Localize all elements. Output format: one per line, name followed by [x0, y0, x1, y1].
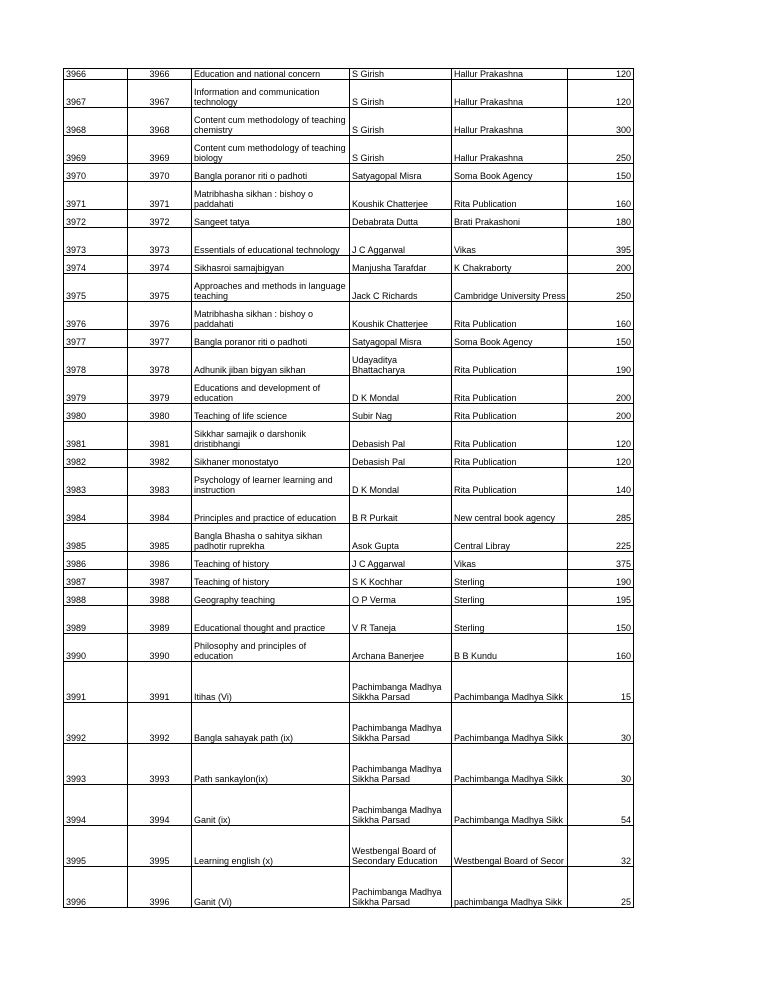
- accession-cell: 3978: [128, 348, 192, 376]
- title-cell: Sangeet tatya: [192, 210, 350, 228]
- serial-cell: 3987: [64, 570, 128, 588]
- publisher-cell: Brati Prakashoni: [452, 210, 568, 228]
- author-cell: Debabrata Dutta: [350, 210, 452, 228]
- title-cell: Educational thought and practice: [192, 606, 350, 634]
- table-row: [64, 228, 634, 256]
- title-cell: Ganit (Vi): [192, 867, 350, 908]
- author-cell: Debasish Pal: [350, 422, 452, 450]
- table-row: [64, 108, 634, 136]
- table-row: [64, 468, 634, 496]
- author-cell: O P Verma: [350, 588, 452, 606]
- title-cell: Content cum methodology of teaching chemistry: [192, 108, 350, 136]
- publisher-cell: Cambridge University Press: [452, 274, 568, 302]
- accession-cell: 3971: [128, 182, 192, 210]
- serial-cell: 3966: [64, 69, 128, 80]
- accession-cell: 3974: [128, 256, 192, 274]
- title-cell: Educations and development of education: [192, 376, 350, 404]
- publisher-cell: Hallur Prakashna: [452, 80, 568, 108]
- publisher-cell: Central Libray: [452, 524, 568, 552]
- accession-cell: 3980: [128, 404, 192, 422]
- accession-cell: 3984: [128, 496, 192, 524]
- publisher-cell: Pachimbanga Madhya Sikk: [452, 785, 568, 826]
- accession-cell: 3986: [128, 552, 192, 570]
- table-row: [64, 450, 634, 468]
- title-cell: Teaching of history: [192, 570, 350, 588]
- table-row: [64, 744, 634, 785]
- accession-cell: 3989: [128, 606, 192, 634]
- serial-cell: 3992: [64, 703, 128, 744]
- author-cell: Udayaditya Bhattacharya: [350, 348, 452, 376]
- price-cell: 150: [568, 330, 634, 348]
- author-cell: D K Mondal: [350, 468, 452, 496]
- title-cell: Essentials of educational technology: [192, 228, 350, 256]
- publisher-cell: Sterling: [452, 588, 568, 606]
- title-cell: Philosophy and principles of education: [192, 634, 350, 662]
- serial-cell: 3969: [64, 136, 128, 164]
- price-cell: 150: [568, 164, 634, 182]
- author-cell: S Girish: [350, 108, 452, 136]
- publisher-cell: Pachimbanga Madhya Sikk: [452, 662, 568, 703]
- table-row: [64, 826, 634, 867]
- price-cell: 15: [568, 662, 634, 703]
- title-cell: Learning english (x): [192, 826, 350, 867]
- table-row: [64, 302, 634, 330]
- title-cell: Sikhasroi samajbigyan: [192, 256, 350, 274]
- publisher-cell: Rita Publication: [452, 450, 568, 468]
- author-cell: B R Purkait: [350, 496, 452, 524]
- author-cell: J C Aggarwal: [350, 552, 452, 570]
- table-row: [64, 164, 634, 182]
- accession-cell: 3967: [128, 80, 192, 108]
- title-cell: Teaching of history: [192, 552, 350, 570]
- serial-cell: 3989: [64, 606, 128, 634]
- title-cell: Principles and practice of education: [192, 496, 350, 524]
- publisher-cell: Rita Publication: [452, 404, 568, 422]
- author-cell: Koushik Chatterjee: [350, 182, 452, 210]
- price-cell: 120: [568, 80, 634, 108]
- table-row: [64, 210, 634, 228]
- price-cell: 25: [568, 867, 634, 908]
- author-cell: Satyagopal Misra: [350, 164, 452, 182]
- price-cell: 120: [568, 69, 634, 80]
- title-cell: Approaches and methods in language teaching: [192, 274, 350, 302]
- title-cell: Psychology of learner learning and instruction: [192, 468, 350, 496]
- serial-cell: 3984: [64, 496, 128, 524]
- price-cell: 250: [568, 136, 634, 164]
- table-row: [64, 422, 634, 450]
- title-cell: Bangla poranor riti o padhoti: [192, 330, 350, 348]
- table-row: [64, 274, 634, 302]
- price-cell: 54: [568, 785, 634, 826]
- accession-cell: 3979: [128, 376, 192, 404]
- price-cell: 120: [568, 422, 634, 450]
- table-row: [64, 404, 634, 422]
- serial-cell: 3972: [64, 210, 128, 228]
- accession-cell: 3968: [128, 108, 192, 136]
- accession-cell: 3994: [128, 785, 192, 826]
- price-cell: 190: [568, 348, 634, 376]
- title-cell: Path sankaylon(ix): [192, 744, 350, 785]
- author-cell: S Girish: [350, 80, 452, 108]
- accession-cell: 3996: [128, 867, 192, 908]
- title-cell: Bangla poranor riti o padhoti: [192, 164, 350, 182]
- price-cell: 300: [568, 108, 634, 136]
- author-cell: Archana Banerjee: [350, 634, 452, 662]
- price-cell: 200: [568, 376, 634, 404]
- author-cell: S Girish: [350, 136, 452, 164]
- author-cell: D K Mondal: [350, 376, 452, 404]
- author-cell: Satyagopal Misra: [350, 330, 452, 348]
- publisher-cell: Pachimbanga Madhya Sikk: [452, 703, 568, 744]
- price-cell: 160: [568, 634, 634, 662]
- table-row: [64, 662, 634, 703]
- publisher-cell: Sterling: [452, 606, 568, 634]
- serial-cell: 3971: [64, 182, 128, 210]
- title-cell: Sikhaner monostatyo: [192, 450, 350, 468]
- price-cell: 140: [568, 468, 634, 496]
- title-cell: Matribhasha sikhan : bishoy o paddahati: [192, 182, 350, 210]
- publisher-cell: Pachimbanga Madhya Sikk: [452, 744, 568, 785]
- author-cell: Pachimbanga Madhya Sikkha Parsad: [350, 867, 452, 908]
- price-cell: 190: [568, 570, 634, 588]
- table-row: [64, 634, 634, 662]
- serial-cell: 3991: [64, 662, 128, 703]
- serial-cell: 3970: [64, 164, 128, 182]
- title-cell: Sikkhar samajik o darshonik dristibhangi: [192, 422, 350, 450]
- publisher-cell: Rita Publication: [452, 422, 568, 450]
- title-cell: Bangla sahayak path (ix): [192, 703, 350, 744]
- accession-cell: 3992: [128, 703, 192, 744]
- publisher-cell: New central book agency: [452, 496, 568, 524]
- title-cell: Adhunik jiban bigyan sikhan: [192, 348, 350, 376]
- author-cell: V R Taneja: [350, 606, 452, 634]
- price-cell: 180: [568, 210, 634, 228]
- book-register-table: [63, 68, 634, 908]
- serial-cell: 3975: [64, 274, 128, 302]
- publisher-cell: Rita Publication: [452, 182, 568, 210]
- accession-cell: 3995: [128, 826, 192, 867]
- serial-cell: 3995: [64, 826, 128, 867]
- price-cell: 32: [568, 826, 634, 867]
- price-cell: 225: [568, 524, 634, 552]
- serial-cell: 3973: [64, 228, 128, 256]
- table-row: [64, 136, 634, 164]
- serial-cell: 3976: [64, 302, 128, 330]
- serial-cell: 3974: [64, 256, 128, 274]
- table-row: [64, 496, 634, 524]
- table-row: [64, 256, 634, 274]
- title-cell: Information and communication technology: [192, 80, 350, 108]
- author-cell: Westbengal Board of Secondary Education: [350, 826, 452, 867]
- publisher-cell: Soma Book Agency: [452, 330, 568, 348]
- price-cell: 30: [568, 744, 634, 785]
- title-cell: Teaching of life science: [192, 404, 350, 422]
- title-cell: Ganit (ix): [192, 785, 350, 826]
- publisher-cell: Westbengal Board of Secor: [452, 826, 568, 867]
- book-register-body: [64, 69, 634, 908]
- serial-cell: 3968: [64, 108, 128, 136]
- serial-cell: 3986: [64, 552, 128, 570]
- title-cell: Geography teaching: [192, 588, 350, 606]
- price-cell: 375: [568, 552, 634, 570]
- publisher-cell: Hallur Prakashna: [452, 69, 568, 80]
- author-cell: Pachimbanga Madhya Sikkha Parsad: [350, 744, 452, 785]
- author-cell: S K Kochhar: [350, 570, 452, 588]
- accession-cell: 3983: [128, 468, 192, 496]
- author-cell: Pachimbanga Madhya Sikkha Parsad: [350, 662, 452, 703]
- price-cell: 395: [568, 228, 634, 256]
- serial-cell: 3993: [64, 744, 128, 785]
- publisher-cell: Vikas: [452, 552, 568, 570]
- publisher-cell: K Chakraborty: [452, 256, 568, 274]
- table-row: [64, 570, 634, 588]
- table-row: [64, 182, 634, 210]
- accession-cell: 3970: [128, 164, 192, 182]
- author-cell: Debasish Pal: [350, 450, 452, 468]
- publisher-cell: Rita Publication: [452, 376, 568, 404]
- author-cell: S Girish: [350, 69, 452, 80]
- serial-cell: 3983: [64, 468, 128, 496]
- price-cell: 150: [568, 606, 634, 634]
- publisher-cell: Rita Publication: [452, 302, 568, 330]
- accession-cell: 3966: [128, 69, 192, 80]
- serial-cell: 3979: [64, 376, 128, 404]
- serial-cell: 3978: [64, 348, 128, 376]
- table-row: [64, 785, 634, 826]
- publisher-cell: Hallur Prakashna: [452, 136, 568, 164]
- title-cell: Content cum methodology of teaching biology: [192, 136, 350, 164]
- author-cell: Pachimbanga Madhya Sikkha Parsad: [350, 703, 452, 744]
- accession-cell: 3976: [128, 302, 192, 330]
- author-cell: Manjusha Tarafdar: [350, 256, 452, 274]
- publisher-cell: pachimbanga Madhya Sikk: [452, 867, 568, 908]
- accession-cell: 3981: [128, 422, 192, 450]
- publisher-cell: Sterling: [452, 570, 568, 588]
- accession-cell: 3988: [128, 588, 192, 606]
- price-cell: 200: [568, 256, 634, 274]
- publisher-cell: Soma Book Agency: [452, 164, 568, 182]
- publisher-cell: Rita Publication: [452, 348, 568, 376]
- table-row: [64, 348, 634, 376]
- price-cell: 250: [568, 274, 634, 302]
- table-row: [64, 330, 634, 348]
- table-row: [64, 606, 634, 634]
- table-row: [64, 376, 634, 404]
- serial-cell: 3990: [64, 634, 128, 662]
- price-cell: 160: [568, 182, 634, 210]
- accession-cell: 3990: [128, 634, 192, 662]
- author-cell: Asok Gupta: [350, 524, 452, 552]
- author-cell: Subir Nag: [350, 404, 452, 422]
- accession-cell: 3972: [128, 210, 192, 228]
- serial-cell: 3980: [64, 404, 128, 422]
- author-cell: Pachimbanga Madhya Sikkha Parsad: [350, 785, 452, 826]
- title-cell: Itihas (Vi): [192, 662, 350, 703]
- author-cell: J C Aggarwal: [350, 228, 452, 256]
- table-row: [64, 524, 634, 552]
- publisher-cell: B B Kundu: [452, 634, 568, 662]
- table-row: [64, 588, 634, 606]
- title-cell: Matribhasha sikhan : bishoy o paddahati: [192, 302, 350, 330]
- accession-cell: 3975: [128, 274, 192, 302]
- publisher-cell: Rita Publication: [452, 468, 568, 496]
- accession-cell: 3977: [128, 330, 192, 348]
- table-row: [64, 703, 634, 744]
- price-cell: 120: [568, 450, 634, 468]
- serial-cell: 3996: [64, 867, 128, 908]
- serial-cell: 3985: [64, 524, 128, 552]
- accession-cell: 3973: [128, 228, 192, 256]
- price-cell: 30: [568, 703, 634, 744]
- price-cell: 200: [568, 404, 634, 422]
- title-cell: Education and national concern: [192, 69, 350, 80]
- serial-cell: 3982: [64, 450, 128, 468]
- price-cell: 285: [568, 496, 634, 524]
- accession-cell: 3993: [128, 744, 192, 785]
- accession-cell: 3991: [128, 662, 192, 703]
- title-cell: Bangla Bhasha o sahitya sikhan padhotir ruprekha: [192, 524, 350, 552]
- accession-cell: 3985: [128, 524, 192, 552]
- serial-cell: 3977: [64, 330, 128, 348]
- price-cell: 195: [568, 588, 634, 606]
- author-cell: Jack C Richards: [350, 274, 452, 302]
- accession-cell: 3969: [128, 136, 192, 164]
- table-row: [64, 80, 634, 108]
- serial-cell: 3981: [64, 422, 128, 450]
- publisher-cell: Vikas: [452, 228, 568, 256]
- table-row: [64, 867, 634, 908]
- publisher-cell: Hallur Prakashna: [452, 108, 568, 136]
- serial-cell: 3994: [64, 785, 128, 826]
- table-row: [64, 552, 634, 570]
- serial-cell: 3967: [64, 80, 128, 108]
- table-row: [64, 69, 634, 80]
- price-cell: 160: [568, 302, 634, 330]
- serial-cell: 3988: [64, 588, 128, 606]
- author-cell: Koushik Chatterjee: [350, 302, 452, 330]
- accession-cell: 3987: [128, 570, 192, 588]
- accession-cell: 3982: [128, 450, 192, 468]
